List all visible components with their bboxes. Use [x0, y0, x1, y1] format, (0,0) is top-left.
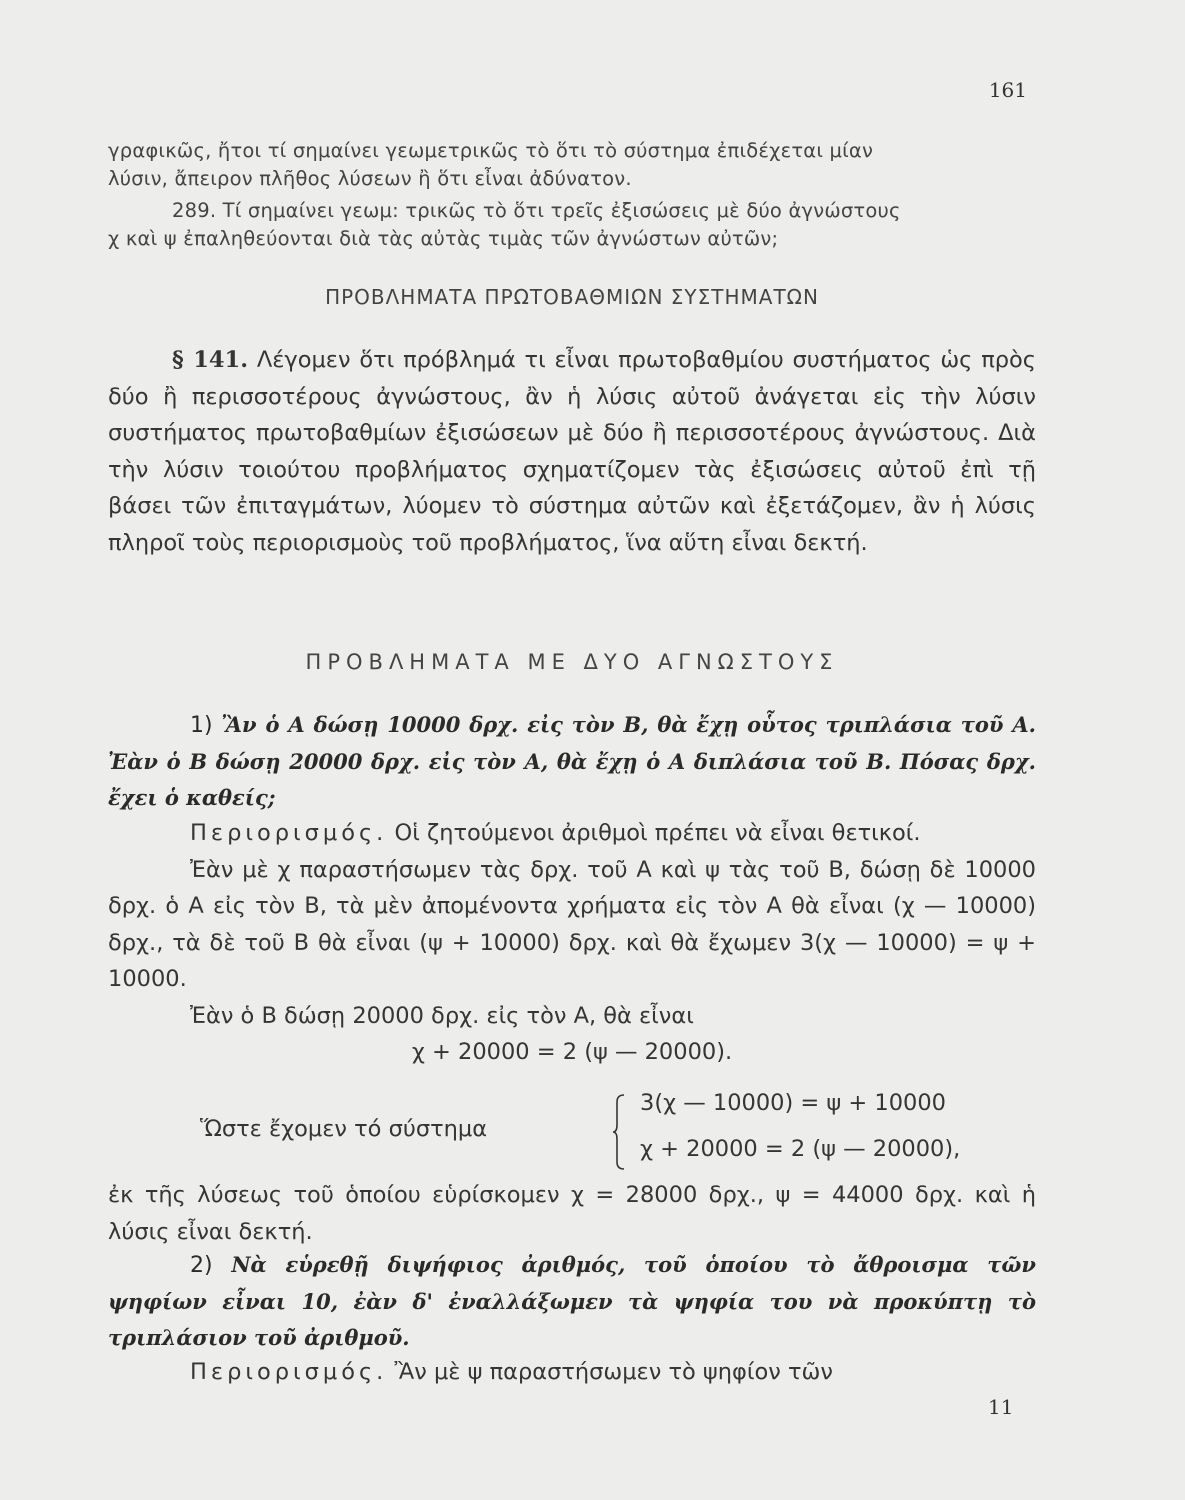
problem-1-restriction-text: Οἱ ζητούμενοι ἀριθμοὶ πρέπει νὰ εἶναι θετικοί. — [394, 820, 921, 846]
problem-2-number: 2) — [190, 1253, 213, 1278]
problem-1-solution-text: ἐκ τῆς λύσεως τοῦ ὁποίου εὑρίσκομεν χ = 28000 δρχ., ψ = 44000 δρχ. καὶ ἡ λύσις εἶναι δεκτή. — [108, 1182, 1036, 1245]
problem-1-paragraph-a: Ἐὰν μὲ χ παραστήσωμεν τὰς δρχ. τοῦ Α καὶ ψ τὰς τοῦ Β, δώσῃ δὲ 10000 δρχ. ὁ Α εἰς τὸν Β, τὰ μὲν ἀπομένοντα χρήματα εἰς τὸν Α θὰ εἶναι (χ — 10000) δρχ., τὰ δὲ τοῦ Β θὰ εἶναι (ψ + 10000) δρχ. καὶ θὰ ἔχωμεν 3(χ — 10000) = ψ + 10000. — [108, 856, 1036, 992]
question-289-line-2: χ καὶ ψ ἐπαληθεύονται διὰ τὰς αὐτὰς τιμὰς τῶν ἀγνώστων αὐτῶν; — [108, 227, 779, 250]
signature-mark: 11 — [988, 1395, 1014, 1419]
section-141-text: Λέγομεν ὅτι πρόβλημά τι εἶναι πρωτοβαθμίου συστήματος ὡς πρὸς δύο ἢ περισσοτέρους ἀγνώστους, ἂν ἡ λύσις αὐτοῦ ἀνάγεται εἰς τὴν λύσιν συστήματος πρωτοβαθμίων ἐξισώσεων μὲ δύο ἢ περισσοτέρους ἀγνώστους. Διὰ τὴν λύσιν τοιούτου προβλήματος σχηματίζομεν τὰς ἐξισώσεις αὐτοῦ ἐπὶ τῇ βάσει τῶν ἐπιταγμάτων, λύομεν τὸ σύστημα αὐτῶν καὶ ἐξετάζομεν, ἂν ἡ λύσις πληροῖ τοὺς περιορισμοὺς τοῦ προβλήματος, ἵνα αὕτη εἶναι δεκτή. — [108, 347, 1036, 556]
section-mark: § 141. — [172, 347, 249, 373]
section-141 — [108, 342, 1036, 561]
intro-line-2: λύσιν, ἄπειρον πλῆθος λύσεων ἢ ὅτι εἶναι ἀδύνατον. — [108, 167, 632, 190]
question-289-line-1: 289. Τί σημαίνει γεωμ: τρικῶς τὸ ὅτι τρεῖς ἐξισώσεις μὲ δύο ἀγνώστους — [172, 199, 901, 222]
problem-2-statement — [108, 1247, 1036, 1356]
problem-1-solution — [108, 815, 1036, 1071]
system-equation-1: 3(χ — 10000) = ψ + 10000 — [640, 1090, 946, 1116]
system-label: Ὥστε ἔχομεν τό σύστημα — [200, 1116, 488, 1142]
problem-1-statement — [108, 707, 1036, 816]
section-heading-primary-systems: ΠΡΟΒΛΗΜΑΤΑ ΠΡΩΤΟΒΑΘΜΙΩΝ ΣΥΣΤΗΜΑΤΩΝ — [325, 285, 819, 309]
intro-block — [108, 137, 1036, 253]
problem-1-text: Ἂν ὁ Α δώσῃ 10000 δρχ. εἰς τὸν Β, θὰ ἔχῃ οὗτος τριπλάσια τοῦ Α. Ἐὰν ὁ Β δώσῃ 20000 δρχ. εἰς τὸν Α, θὰ ἔχῃ ὁ Α διπλάσια τοῦ Β. Πόσας δρχ. ἔχει ὁ καθείς; — [108, 712, 1036, 810]
problem-1-equation-b: χ + 20000 = 2 (ψ — 20000). — [411, 1039, 733, 1065]
left-brace-icon — [612, 1094, 626, 1170]
problem-1-restriction-label: Περιορισμός. — [190, 820, 388, 846]
section-141-paragraph — [108, 342, 1036, 561]
system-equation-2: χ + 20000 = 2 (ψ — 20000), — [640, 1136, 961, 1162]
problem-2-text: Νὰ εὑρεθῇ διψήφιος ἀριθμός, τοῦ ὁποίου τὸ ἄθροισμα τῶν ψηφίων εἶναι 10, ἐὰν δ' ἐναλλάξωμεν τὰ ψηφία του νὰ προκύπτῃ τὸ τριπλάσιον τοῦ ἀριθμοῦ. — [108, 1252, 1036, 1350]
problem-1-number: 1) — [190, 713, 213, 738]
page-number: 161 — [988, 78, 1027, 102]
equation-system — [200, 1088, 1050, 1174]
problem-1-paragraph-b: Ἐὰν ὁ Β δώσῃ 20000 δρχ. εἰς τὸν Α, θὰ εἶναι — [190, 1002, 694, 1029]
problem-2-restriction-text: Ἂν μὲ ψ παραστήσωμεν τὸ ψηφίον τῶν — [394, 1359, 833, 1385]
intro-line-1: γραφικῶς, ἤτοι τί σημαίνει γεωμετρικῶς τὸ ὅτι τὸ σύστημα ἐπιδέχεται μίαν — [108, 139, 874, 162]
problem-2-restriction — [108, 1354, 1036, 1391]
problem-2-restriction-label: Περιορισμός. — [190, 1359, 388, 1385]
problem-1-conclusion — [108, 1177, 1036, 1250]
section-heading-two-unknowns: ΠΡΟΒΛΗΜΑΤΑ ΜΕ ΔΥΟ ΑΓΝΩΣΤΟΥΣ — [305, 650, 839, 674]
